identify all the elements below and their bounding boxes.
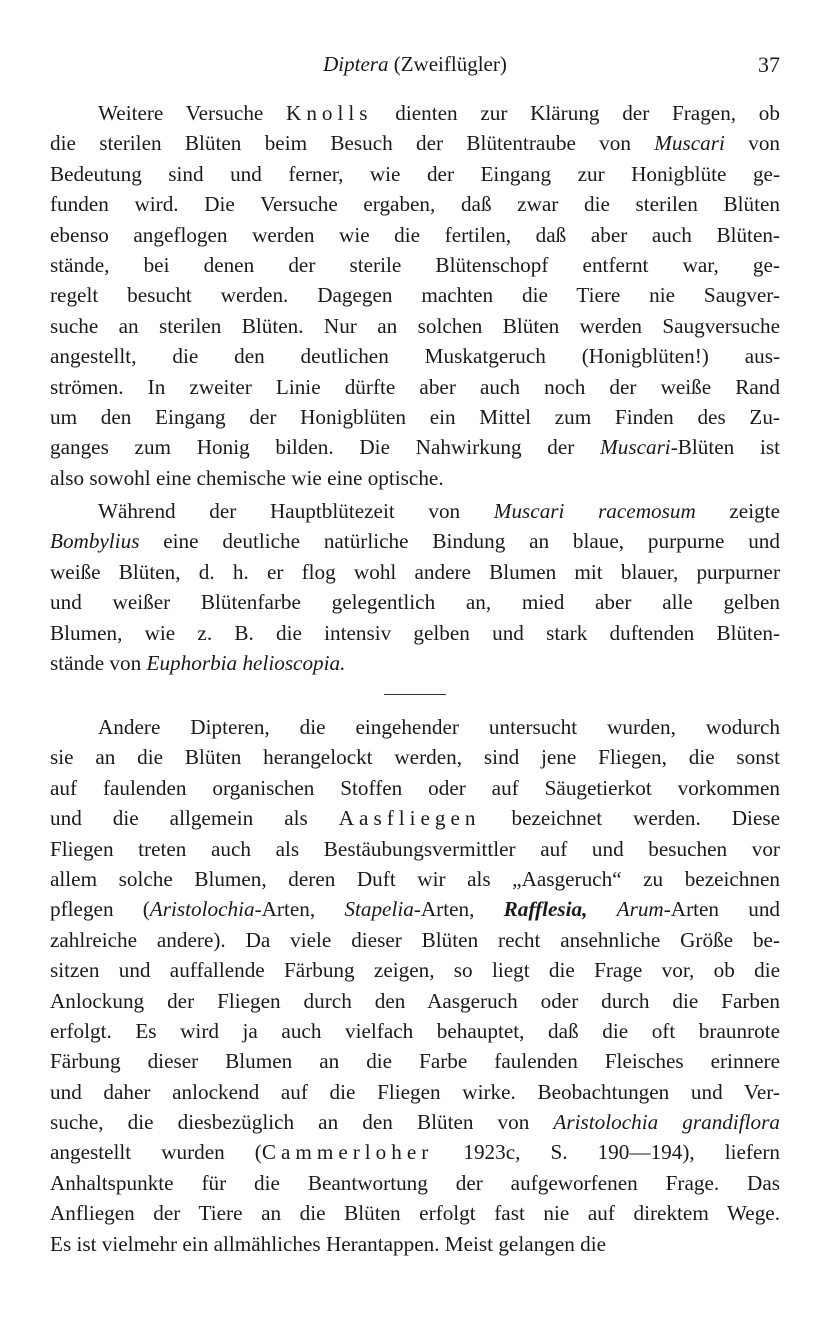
text-run: und die allgemein als: [50, 806, 339, 831]
text-run: Stapelia: [344, 897, 414, 922]
p3-line-2: [50, 742, 780, 772]
p1-line-6: [50, 250, 780, 280]
p3-line-7: [50, 894, 780, 924]
p1-line-3: [50, 159, 780, 189]
text-run: Anhaltspunkte für die Beantwortung der aufgeworfenen Frage. Das: [50, 1170, 780, 1195]
paragraph-1: [50, 98, 780, 493]
text-run: Aristolochia grandiflora: [553, 1110, 780, 1135]
text-run: Arum: [616, 897, 664, 922]
p2-line-3: [50, 557, 780, 587]
text-run: zeigte: [695, 499, 780, 523]
p1-line-10: [50, 372, 780, 402]
p3-line-9: [50, 955, 780, 985]
text-run: Es ist vielmehr ein allmähliches Herantappen. Meist gelangen die: [50, 1231, 606, 1256]
text-run: Aasfliegen: [338, 806, 481, 831]
p3-line-1: [50, 712, 780, 742]
p2-line-6: [50, 648, 780, 678]
text-run: suche an sterilen Blüten. Nur an solchen Blüten werden Saugversuche: [50, 313, 780, 338]
text-run: Bombylius: [50, 529, 140, 554]
text-run: erfolgt. Es wird ja auch vielfach behauptet, daß die oft braunrote: [50, 1018, 780, 1043]
running-title: [50, 52, 780, 77]
text-run: von: [724, 131, 781, 156]
p1-line-1: [50, 98, 780, 128]
text-run: die sterilen Blüten beim Besuch der Blütentraube von: [50, 131, 655, 156]
p1-line-8: [50, 311, 780, 341]
p3-line-4: [50, 803, 780, 833]
text-run: strömen. In zweiter Linie dürfte aber auch noch der weiße Rand: [50, 374, 780, 399]
text-run: Cammerloher: [261, 1140, 434, 1165]
p3-line-13: [50, 1077, 780, 1107]
p1-line-4: [50, 189, 780, 219]
text-run: [587, 897, 616, 921]
text-run: Knolls: [286, 101, 373, 125]
text-run: auf faulenden organischen Stoffen oder auf Säugetierkot vorkommen: [50, 775, 780, 800]
text-run: -Arten,: [413, 897, 504, 922]
running-header: [50, 52, 780, 86]
text-run: ebenso angeflogen werden wie die fertilen, daß aber auch Blüten-: [50, 222, 780, 247]
text-run: weiße Blüten, d. h. er flog wohl andere Blumen mit blauer, purpurner: [50, 559, 780, 584]
text-run: bezeichnet werden. Diese: [480, 806, 780, 831]
text-run: Anfliegen der Tiere an die Blüten erfolgt fast nie auf direktem Wege.: [50, 1201, 780, 1226]
text-run: angestellt wurden (: [50, 1140, 262, 1165]
text-run: stände von: [50, 650, 147, 675]
text-run: um den Eingang der Honigblüten ein Mittel zum Finden des Zu-: [50, 404, 780, 429]
text-run: sie an die Blüten herangelockt werden, sind jene Fliegen, die sonst: [50, 745, 780, 770]
text-run: Rafflesia,: [503, 897, 588, 922]
p3-line-15: [50, 1137, 780, 1167]
text-run: Euphorbia helioscopia.: [146, 650, 346, 675]
running-title-rest: (Zweiflügler): [388, 52, 507, 76]
text-run: also sowohl eine chemische wie eine optische.: [50, 465, 444, 490]
text-run: eine deutliche natürliche Bindung an blaue, purpurne und: [139, 529, 780, 554]
p3-line-12: [50, 1046, 780, 1076]
text-run: pflegen (: [50, 897, 150, 922]
p1-line-12: [50, 432, 780, 462]
p1-line-13: [50, 463, 780, 493]
p1-line-2: [50, 128, 780, 158]
text-run: Aristolochia: [149, 897, 255, 922]
running-title-italic: Diptera: [323, 52, 389, 76]
text-run: -Arten,: [254, 897, 345, 922]
p3-line-14: [50, 1107, 780, 1137]
p3-line-3: [50, 773, 780, 803]
text-run: Muscari racemosum: [493, 499, 696, 523]
text-run: dienten zur Klärung der Fragen, ob: [372, 101, 780, 125]
text-run: sitzen und auffallende Färbung zeigen, so liegt die Frage vor, ob die: [50, 958, 780, 983]
text-run: Blumen, wie z. B. die intensiv gelben und stark duftenden Blüten-: [50, 620, 780, 645]
text-run: Weitere Versuche: [98, 101, 287, 125]
p3-line-8: [50, 925, 780, 955]
text-run: und daher anlockend auf die Fliegen wirke. Beobachtungen und Ver-: [50, 1079, 780, 1104]
text-run: allem solche Blumen, deren Duft wir als „Aasgeruch“ zu bezeichnen: [50, 866, 780, 891]
text-run: Muscari: [600, 435, 671, 460]
p2-line-5: [50, 618, 780, 648]
text-run: Während der Hauptblütezeit von: [98, 499, 494, 523]
p3-line-17: [50, 1198, 780, 1228]
text-run: Andere Dipteren, die eingehender untersucht wurden, wodurch: [98, 715, 780, 739]
p1-line-11: [50, 402, 780, 432]
text-run: Fliegen treten auch als Bestäubungsvermittler auf und besuchen vor: [50, 836, 780, 861]
text-run: und weißer Blütenfarbe gelegentlich an, mied aber alle gelben: [50, 590, 780, 615]
paragraph-3: [50, 712, 780, 1259]
p3-line-11: [50, 1016, 780, 1046]
page-number: 37: [758, 52, 780, 77]
p1-line-5: [50, 220, 780, 250]
text-run: Färbung dieser Blumen an die Farbe faulenden Fleisches erinnere: [50, 1049, 780, 1074]
paragraph-2: [50, 496, 780, 678]
text-run: ganges zum Honig bilden. Die Nahwirkung der: [50, 435, 601, 460]
text-run: -Blüten ist: [670, 435, 780, 460]
p3-line-5: [50, 834, 780, 864]
p1-line-9: [50, 341, 780, 371]
p2-line-2: [50, 526, 780, 556]
p3-line-18: [50, 1229, 780, 1259]
text-run: Muscari: [654, 131, 725, 156]
p2-line-4: [50, 587, 780, 617]
section-divider: [384, 694, 446, 695]
p2-line-1: [50, 496, 780, 526]
p3-line-10: [50, 986, 780, 1016]
text-run: angestellt, die den deutlichen Muskatgeruch (Honigblüten!) aus-: [50, 344, 780, 369]
p3-line-6: [50, 864, 780, 894]
text-run: Anlockung der Fliegen durch den Aasgeruch oder durch die Farben: [50, 988, 780, 1013]
text-run: Bedeutung sind und ferner, wie der Eingang zur Honigblüte ge-: [50, 161, 780, 186]
p3-line-16: [50, 1168, 780, 1198]
p1-line-7: [50, 280, 780, 310]
text-run: zahlreiche andere). Da viele dieser Blüten recht ansehnliche Größe be-: [50, 927, 780, 952]
text-run: regelt besucht werden. Dagegen machten die Tiere nie Saugver-: [50, 283, 780, 308]
text-run: -Arten und: [663, 897, 781, 922]
text-run: suche, die diesbezüglich an den Blüten von: [50, 1110, 554, 1135]
text-run: funden wird. Die Versuche ergaben, daß zwar die sterilen Blüten: [50, 192, 780, 217]
text-run: 1923c, S. 190—194), liefern: [433, 1140, 780, 1165]
text-run: stände, bei denen der sterile Blütenschopf entfernt war, ge-: [50, 252, 780, 277]
